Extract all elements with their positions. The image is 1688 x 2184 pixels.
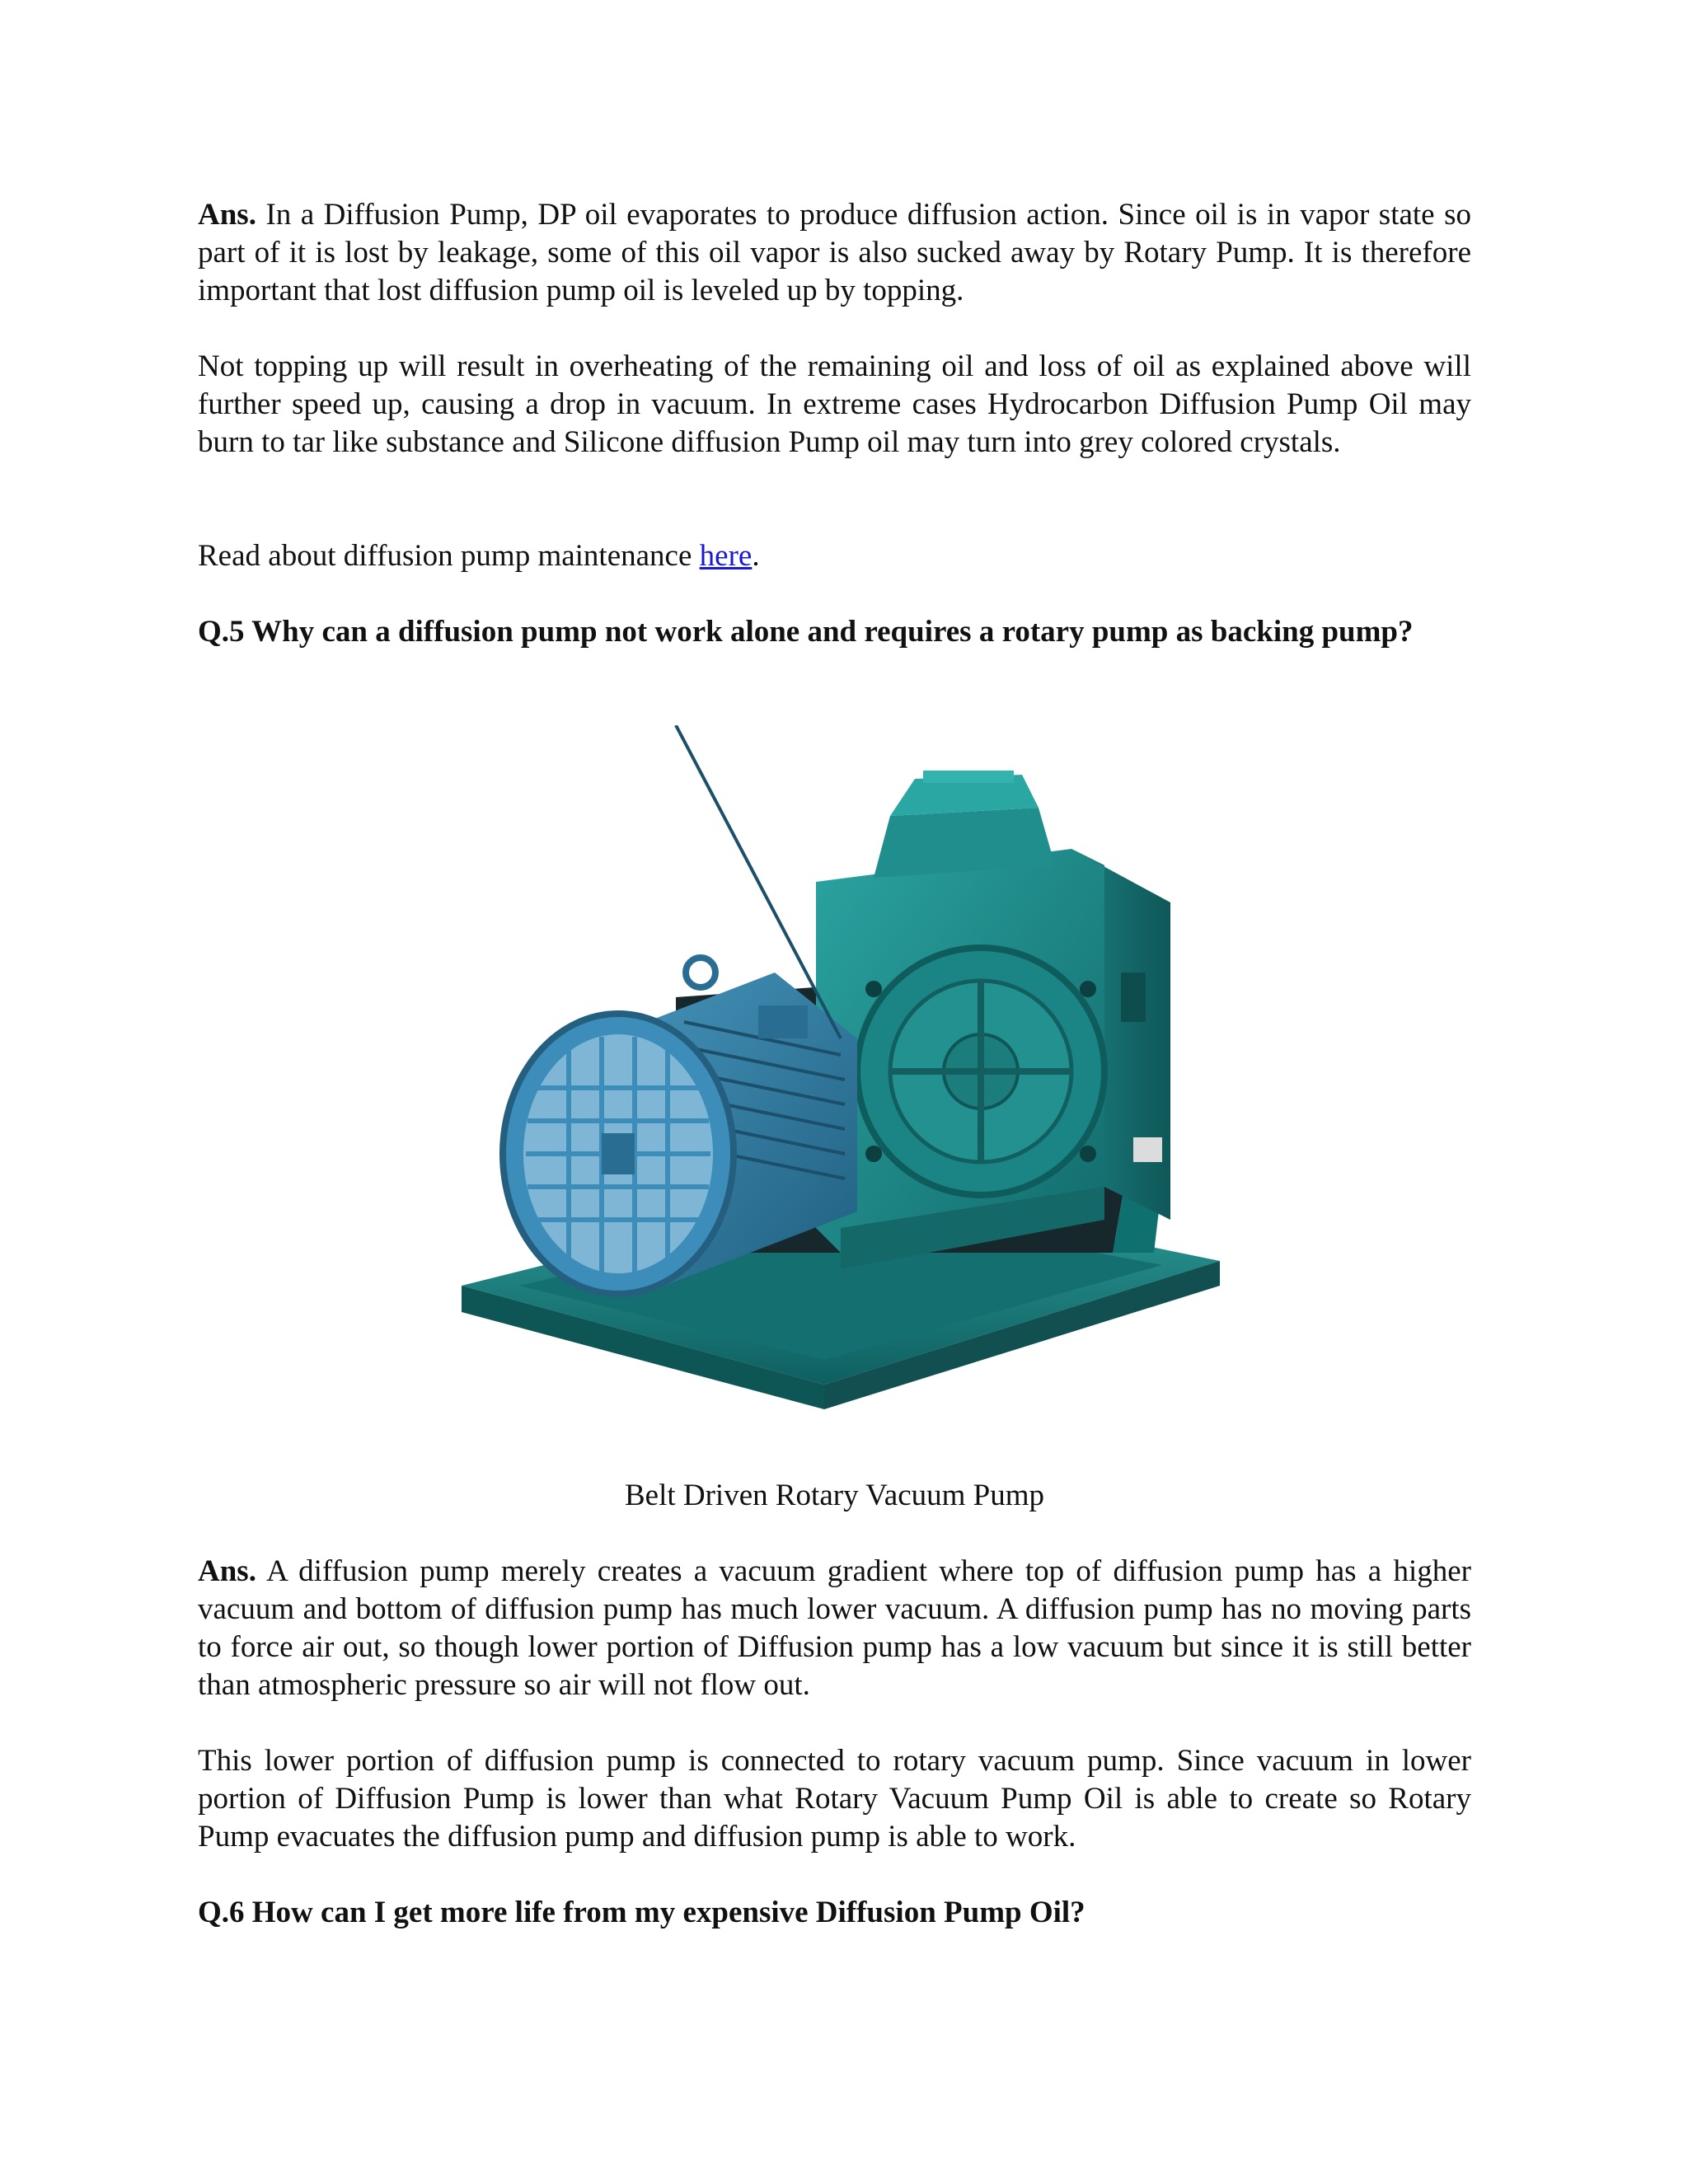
question-text: Q.6 How can I get more life from my expensive Diffusion Pump Oil? [198,1896,1085,1929]
answer-text: Not topping up will result in overheating of the remaining oil and loss of oil as explained above will further speed up, causing a drop in vacuum. In extreme cases Hydrocarbon Diffusion Pump Oil may burn to tar like substance and Silicone diffusion Pump oil may turn into grey colored crystals. [198,349,1471,459]
read-more-period: . [752,539,760,573]
question-6-heading [198,1894,1471,1932]
question-5-heading [198,613,1471,651]
read-more-text: Read about diffusion pump maintenance [198,539,692,573]
answer-paragraph-3 [198,1553,1471,1704]
electric-motor [503,725,857,1294]
rotary-pump-illustration [429,725,1253,1451]
read-more-line [198,537,1471,575]
ans-label: Ans. [198,198,256,232]
answer-text: This lower portion of diffusion pump is connected to rotary vacuum pump. Since vacuum in lower portion of Diffusion Pump is lower than what Rotary Vacuum Pump Oil is able to create so Rotary Pump evacuates the diffusion pump and diffusion pump is able to work. [198,1744,1471,1854]
answer-paragraph-4 [198,1742,1471,1856]
rotary-pump-figure [429,725,1253,1451]
answer-text: In a Diffusion Pump, DP oil evaporates to produce diffusion action. Since oil is in vapor state so part of it is lost by leakage, some of this oil vapor is also sucked away by Rotary Pump. It is therefore important that lost diffusion pump oil is leveled up by topping. [198,198,1471,307]
answer-text: A diffusion pump merely creates a vacuum gradient where top of diffusion pump has a higher vacuum and bottom of diffusion pump has much lower vacuum. A diffusion pump has no moving parts to force air out, so though lower portion of Diffusion pump has a low vacuum but since it is still better than atmospheric pressure so air will not flow out. [198,1554,1471,1702]
figure-caption: Belt Driven Rotary Vacuum Pump [624,1479,1045,1512]
ans-label: Ans. [198,1554,256,1588]
answer-paragraph-2 [198,348,1471,462]
question-text: Q.5 Why can a diffusion pump not work alone and requires a rotary pump as backing pump? [198,615,1414,649]
maintenance-link[interactable]: here [699,539,753,573]
answer-paragraph-1 [198,196,1471,310]
